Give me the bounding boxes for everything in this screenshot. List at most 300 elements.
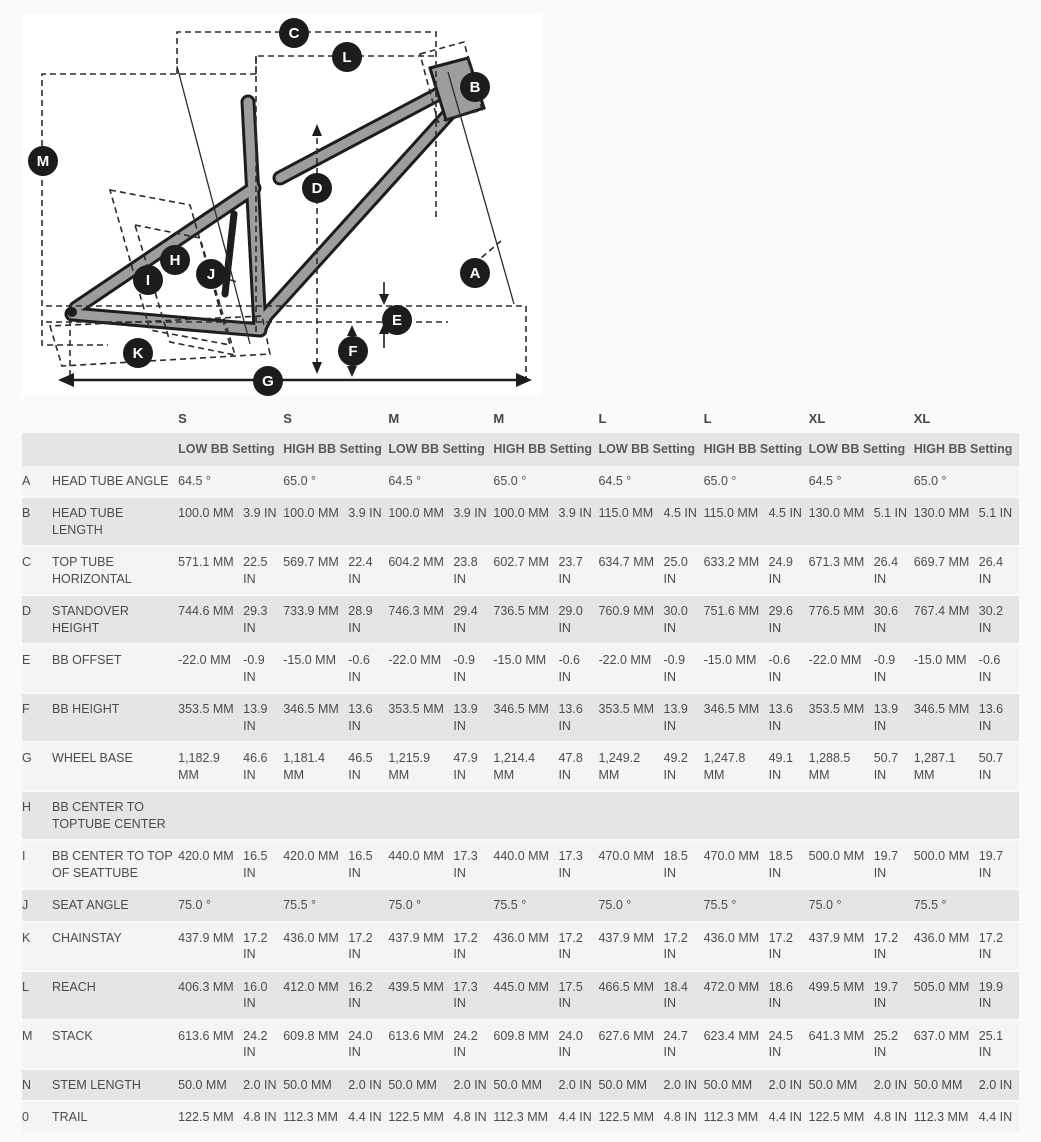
mm-value: 115.0 MM: [598, 506, 654, 521]
mm-value: 437.9 MM: [808, 930, 865, 945]
mm-value: 437.9 MM: [388, 930, 444, 945]
in-value: 2.0 IN: [243, 1077, 277, 1092]
mm-value: 445.0 MM: [493, 979, 549, 994]
badge-letter: K: [132, 345, 144, 363]
row-name: TRAIL: [52, 1110, 88, 1125]
in-value: -0.6 IN: [348, 653, 370, 684]
mm-value: -15.0 MM: [283, 653, 337, 668]
in-value: 2.0 IN: [348, 1077, 382, 1092]
mm-value: 671.3 MM: [808, 555, 865, 570]
in-value: 17.3 IN: [453, 849, 478, 880]
mm-value: 733.9 MM: [283, 604, 339, 619]
mm-value: -15.0 MM: [913, 653, 967, 668]
in-value: 23.8 IN: [453, 555, 478, 586]
in-value: 3.9 IN: [243, 506, 277, 521]
mm-value: 634.7 MM: [598, 555, 655, 570]
row-letter: G: [22, 751, 32, 766]
mm-value: 470.0 MM: [598, 849, 655, 864]
mm-value: 436.0 MM: [703, 930, 760, 945]
angle-value: 64.5 °: [598, 473, 632, 488]
mm-value: 100.0 MM: [388, 506, 444, 521]
in-value: 26.4 IN: [978, 555, 1004, 586]
row-letter: H: [22, 800, 32, 815]
mm-value: 440.0 MM: [388, 849, 444, 864]
angle-value: 75.0 °: [178, 898, 211, 913]
in-value: 18.5 IN: [663, 849, 688, 880]
in-value: 4.4 IN: [348, 1110, 382, 1125]
mm-value: 1,182.9 MM: [178, 751, 220, 782]
frame-diagram-panel: [22, 14, 542, 396]
in-value: 17.2 IN: [978, 930, 1004, 962]
empty-cell: [493, 791, 598, 840]
in-value: -0.6 IN: [558, 653, 580, 684]
table-row: [22, 1020, 1019, 1069]
corner-cell: [52, 402, 178, 433]
row-name: HEAD TUBE LENGTH: [52, 506, 124, 537]
empty-cell: [178, 791, 283, 840]
mm-value: 602.7 MM: [493, 555, 549, 570]
mm-value: -22.0 MM: [388, 653, 442, 668]
mm-value: 604.2 MM: [388, 555, 444, 570]
row-letter: L: [22, 979, 29, 994]
mm-value: 613.6 MM: [388, 1028, 444, 1043]
mm-value: 627.6 MM: [598, 1028, 655, 1043]
angle-value: 64.5 °: [808, 473, 842, 488]
in-value: 16.2 IN: [348, 979, 373, 1011]
in-value: 13.6 IN: [978, 702, 1004, 733]
angle-value: 65.0 °: [703, 473, 737, 488]
mm-value: 623.4 MM: [703, 1028, 760, 1043]
in-value: -0.6 IN: [768, 653, 791, 684]
in-value: 17.3 IN: [558, 849, 583, 880]
in-value: 19.7 IN: [873, 979, 899, 1011]
in-value: 13.6 IN: [558, 702, 583, 733]
in-value: 17.2 IN: [243, 930, 268, 962]
mm-value: 50.0 MM: [493, 1077, 543, 1092]
in-value: 26.4 IN: [873, 555, 899, 586]
in-value: 13.6 IN: [348, 702, 373, 733]
mm-value: 346.5 MM: [703, 702, 760, 717]
size-header: XL: [914, 402, 1019, 433]
table-row: [22, 742, 1019, 791]
in-value: 2.0 IN: [453, 1077, 487, 1092]
in-value: 19.9 IN: [978, 979, 1004, 1011]
in-value: 25.2 IN: [873, 1028, 899, 1060]
mm-value: 50.0 MM: [808, 1077, 858, 1092]
size-header: M: [388, 402, 493, 433]
mm-value: 1,288.5 MM: [808, 751, 851, 782]
angle-value: 65.0 °: [913, 473, 947, 488]
in-value: 19.7 IN: [873, 849, 899, 880]
mm-value: 500.0 MM: [808, 849, 865, 864]
mm-value: 609.8 MM: [283, 1028, 339, 1043]
angle-value: 75.5 °: [703, 898, 737, 913]
mm-value: 346.5 MM: [283, 702, 339, 717]
mm-value: 500.0 MM: [913, 849, 970, 864]
mm-value: 353.5 MM: [178, 702, 234, 717]
in-value: 13.9 IN: [663, 702, 688, 733]
geometry-table: [22, 402, 1019, 1135]
empty-cell: [283, 791, 388, 840]
mm-value: 1,247.8 MM: [703, 751, 746, 782]
mm-value: 499.5 MM: [808, 979, 865, 994]
setting-header: LOW BB Setting: [388, 433, 493, 466]
in-value: -0.9 IN: [453, 653, 475, 684]
mm-value: 100.0 MM: [493, 506, 549, 521]
in-value: 50.7 IN: [873, 751, 899, 782]
in-value: 24.0 IN: [348, 1028, 373, 1060]
table-row: [22, 595, 1019, 644]
mm-value: 130.0 MM: [808, 506, 865, 521]
in-value: 50.7 IN: [978, 751, 1004, 782]
in-value: 4.4 IN: [768, 1110, 802, 1125]
badge-letter: L: [342, 49, 352, 67]
badge-letter: A: [469, 265, 481, 283]
in-value: 4.8 IN: [663, 1110, 697, 1125]
mm-value: 100.0 MM: [178, 506, 234, 521]
in-value: 47.8 IN: [558, 751, 583, 782]
in-value: 22.5 IN: [243, 555, 268, 586]
in-value: -0.6 IN: [978, 653, 1001, 684]
mm-value: 637.0 MM: [913, 1028, 970, 1043]
mm-value: 613.6 MM: [178, 1028, 234, 1043]
row-letter: E: [22, 653, 31, 668]
in-value: 16.0 IN: [243, 979, 268, 1011]
in-value: 2.0 IN: [978, 1077, 1013, 1092]
mm-value: 1,215.9 MM: [388, 751, 431, 782]
table-row: [22, 971, 1019, 1020]
table-row: [22, 546, 1019, 595]
row-name: SEAT ANGLE: [52, 898, 129, 913]
mm-value: 472.0 MM: [703, 979, 760, 994]
angle-value: 65.0 °: [283, 473, 317, 488]
mm-value: 641.3 MM: [808, 1028, 865, 1043]
row-letter: I: [22, 849, 26, 864]
empty-cell: [914, 791, 1019, 840]
in-value: 17.2 IN: [558, 930, 583, 962]
in-value: 5.1 IN: [873, 506, 908, 521]
mm-value: 50.0 MM: [598, 1077, 648, 1092]
badge-letter: F: [348, 343, 358, 361]
in-value: 4.5 IN: [768, 506, 802, 521]
mm-value: 744.6 MM: [178, 604, 234, 619]
in-value: -0.9 IN: [663, 653, 686, 684]
table-row: [22, 1069, 1019, 1102]
table-row: [22, 889, 1019, 922]
mm-value: 112.3 MM: [493, 1110, 549, 1125]
mm-value: 122.5 MM: [388, 1110, 444, 1125]
mm-value: 1,214.4 MM: [493, 751, 536, 782]
mm-value: -22.0 MM: [178, 653, 231, 668]
size-header-row: [22, 402, 1019, 433]
row-name: CHAINSTAY: [52, 930, 122, 945]
in-value: 3.9 IN: [348, 506, 382, 521]
corner-cell: [22, 433, 52, 466]
in-value: 29.3 IN: [243, 604, 268, 635]
row-letter: M: [22, 1028, 33, 1043]
mm-value: 353.5 MM: [598, 702, 655, 717]
row-name: STANDOVER HEIGHT: [52, 604, 129, 635]
mm-value: 609.8 MM: [493, 1028, 549, 1043]
mm-value: 439.5 MM: [388, 979, 444, 994]
mm-value: 100.0 MM: [283, 506, 339, 521]
mm-value: 1,287.1 MM: [913, 751, 956, 782]
in-value: 24.2 IN: [243, 1028, 268, 1060]
in-value: 16.5 IN: [348, 849, 373, 880]
setting-header: LOW BB Setting: [598, 433, 703, 466]
table-row: [22, 644, 1019, 693]
mm-value: 470.0 MM: [703, 849, 760, 864]
row-letter: N: [22, 1077, 32, 1092]
in-value: 17.3 IN: [453, 979, 478, 1011]
geometry-page: [0, 14, 1041, 1135]
in-value: 19.7 IN: [978, 849, 1004, 880]
row-name: STACK: [52, 1028, 93, 1043]
mm-value: 130.0 MM: [913, 506, 970, 521]
mm-value: 760.9 MM: [598, 604, 655, 619]
row-letter: C: [22, 555, 32, 570]
in-value: 3.9 IN: [558, 506, 592, 521]
mm-value: 112.3 MM: [703, 1110, 759, 1125]
mm-value: 353.5 MM: [388, 702, 444, 717]
empty-cell: [809, 791, 914, 840]
setting-header: HIGH BB Setting: [283, 433, 388, 466]
mm-value: 767.4 MM: [913, 604, 970, 619]
row-name: REACH: [52, 979, 96, 994]
mm-value: 50.0 MM: [283, 1077, 332, 1092]
table-row: [22, 497, 1019, 546]
mm-value: 50.0 MM: [178, 1077, 227, 1092]
in-value: 4.8 IN: [453, 1110, 487, 1125]
in-value: 22.4 IN: [348, 555, 373, 586]
row-letter: A: [22, 473, 31, 488]
mm-value: 437.9 MM: [178, 930, 234, 945]
mm-value: 571.1 MM: [178, 555, 234, 570]
setting-header: HIGH BB Setting: [493, 433, 598, 466]
mm-value: 420.0 MM: [283, 849, 339, 864]
bike-frame-diagram: [22, 14, 542, 396]
mm-value: 436.0 MM: [913, 930, 970, 945]
badge-letter: D: [311, 180, 323, 198]
setting-header-row: [22, 433, 1019, 466]
in-value: 18.5 IN: [768, 849, 793, 880]
row-letter: 0: [22, 1110, 29, 1125]
in-value: 24.2 IN: [453, 1028, 478, 1060]
mm-value: 346.5 MM: [493, 702, 549, 717]
table-row: [22, 922, 1019, 971]
mm-value: 436.0 MM: [493, 930, 549, 945]
in-value: 24.9 IN: [768, 555, 793, 586]
in-value: 4.8 IN: [243, 1110, 277, 1125]
angle-value: 64.5 °: [178, 473, 211, 488]
mm-value: 406.3 MM: [178, 979, 234, 994]
mm-value: 569.7 MM: [283, 555, 339, 570]
badge-letter: G: [262, 373, 274, 391]
mm-value: 669.7 MM: [913, 555, 970, 570]
mm-value: 122.5 MM: [598, 1110, 655, 1125]
in-value: 24.0 IN: [558, 1028, 583, 1060]
setting-header: LOW BB Setting: [809, 433, 914, 466]
in-value: 17.2 IN: [873, 930, 899, 962]
mm-value: 420.0 MM: [178, 849, 234, 864]
in-value: 5.1 IN: [978, 506, 1013, 521]
setting-header: LOW BB Setting: [178, 433, 283, 466]
angle-value: 75.0 °: [388, 898, 422, 913]
mm-value: -15.0 MM: [703, 653, 757, 668]
in-value: 30.6 IN: [873, 604, 899, 635]
in-value: -0.9 IN: [243, 653, 265, 684]
row-letter: F: [22, 702, 30, 717]
table-row: [22, 466, 1019, 498]
in-value: 25.0 IN: [663, 555, 688, 586]
in-value: 24.5 IN: [768, 1028, 793, 1060]
mm-value: -22.0 MM: [808, 653, 862, 668]
mm-value: 736.5 MM: [493, 604, 549, 619]
in-value: 25.1 IN: [978, 1028, 1004, 1060]
in-value: 29.6 IN: [768, 604, 793, 635]
empty-cell: [598, 791, 703, 840]
in-value: 30.0 IN: [663, 604, 688, 635]
mm-value: 751.6 MM: [703, 604, 760, 619]
badge-letter: J: [206, 266, 216, 284]
in-value: 4.4 IN: [978, 1110, 1013, 1125]
mm-value: 50.0 MM: [388, 1077, 437, 1092]
in-value: 24.7 IN: [663, 1028, 688, 1060]
angle-value: 64.5 °: [388, 473, 422, 488]
mm-value: -22.0 MM: [598, 653, 652, 668]
table-row: [22, 693, 1019, 742]
mm-value: 112.3 MM: [913, 1110, 969, 1125]
mm-value: 412.0 MM: [283, 979, 339, 994]
setting-header: HIGH BB Setting: [704, 433, 809, 466]
in-value: 29.4 IN: [453, 604, 478, 635]
empty-cell: [388, 791, 493, 840]
row-letter: D: [22, 604, 32, 619]
angle-value: 65.0 °: [493, 473, 527, 488]
table-row: [22, 1101, 1019, 1134]
badge-letter: C: [288, 25, 300, 43]
in-value: 17.2 IN: [663, 930, 688, 962]
size-header: S: [178, 402, 283, 433]
row-name: STEM LENGTH: [52, 1077, 141, 1092]
mm-value: 115.0 MM: [703, 506, 759, 521]
mm-value: 346.5 MM: [913, 702, 970, 717]
mm-value: 776.5 MM: [808, 604, 865, 619]
in-value: 4.5 IN: [663, 506, 697, 521]
in-value: 49.2 IN: [663, 751, 688, 782]
row-name: WHEEL BASE: [52, 751, 133, 766]
angle-value: 75.5 °: [283, 898, 317, 913]
in-value: 13.6 IN: [768, 702, 793, 733]
mm-value: 1,249.2 MM: [598, 751, 641, 782]
in-value: 2.0 IN: [768, 1077, 802, 1092]
in-value: 29.0 IN: [558, 604, 583, 635]
mm-value: 50.0 MM: [703, 1077, 753, 1092]
size-header: XL: [809, 402, 914, 433]
size-header: S: [283, 402, 388, 433]
badge-letter: E: [391, 312, 403, 330]
in-value: 3.9 IN: [453, 506, 487, 521]
mm-value: -15.0 MM: [493, 653, 547, 668]
row-name: TOP TUBE HORIZONTAL: [52, 555, 132, 586]
in-value: 49.1 IN: [768, 751, 793, 782]
in-value: 18.6 IN: [768, 979, 793, 1011]
rear-dropout: [67, 307, 77, 317]
badge-letter: I: [145, 272, 151, 290]
row-letter: B: [22, 506, 31, 521]
badge-letter: M: [36, 153, 50, 171]
in-value: 23.7 IN: [558, 555, 583, 586]
in-value: 17.2 IN: [348, 930, 373, 962]
in-value: 17.2 IN: [768, 930, 793, 962]
row-letter: J: [22, 898, 29, 913]
badge-letter: B: [469, 79, 481, 97]
in-value: 2.0 IN: [663, 1077, 697, 1092]
in-value: 46.5 IN: [348, 751, 373, 782]
row-name: BB OFFSET: [52, 653, 122, 668]
in-value: 47.9 IN: [453, 751, 478, 782]
frame-outline: [72, 90, 456, 330]
size-header: L: [704, 402, 809, 433]
row-letter: K: [22, 930, 31, 945]
mm-value: 122.5 MM: [808, 1110, 865, 1125]
corner-cell: [52, 433, 178, 466]
mm-value: 633.2 MM: [703, 555, 760, 570]
in-value: 17.2 IN: [453, 930, 478, 962]
in-value: 28.9 IN: [348, 604, 373, 635]
angle-value: 75.5 °: [493, 898, 527, 913]
badge-letter: H: [169, 252, 181, 270]
angle-value: 75.5 °: [913, 898, 947, 913]
empty-cell: [704, 791, 809, 840]
mm-value: 466.5 MM: [598, 979, 655, 994]
mm-value: 112.3 MM: [283, 1110, 338, 1125]
in-value: 18.4 IN: [663, 979, 688, 1011]
mm-value: 353.5 MM: [808, 702, 865, 717]
size-header: L: [598, 402, 703, 433]
row-name: BB CENTER TO TOPTUBE CENTER: [52, 800, 166, 831]
mm-value: 122.5 MM: [178, 1110, 234, 1125]
in-value: 13.9 IN: [453, 702, 478, 733]
table-row: [22, 840, 1019, 889]
in-value: 16.5 IN: [243, 849, 268, 880]
table-row: [22, 791, 1019, 840]
in-value: 17.5 IN: [558, 979, 583, 1011]
in-value: 46.6 IN: [243, 751, 268, 782]
row-name: BB HEIGHT: [52, 702, 120, 717]
in-value: 13.9 IN: [243, 702, 268, 733]
mm-value: 50.0 MM: [913, 1077, 963, 1092]
in-value: 4.8 IN: [873, 1110, 908, 1125]
setting-header: HIGH BB Setting: [914, 433, 1019, 466]
mm-value: 437.9 MM: [598, 930, 655, 945]
mm-value: 436.0 MM: [283, 930, 339, 945]
in-value: -0.9 IN: [873, 653, 896, 684]
mm-value: 746.3 MM: [388, 604, 444, 619]
in-value: 13.9 IN: [873, 702, 899, 733]
in-value: 4.4 IN: [558, 1110, 592, 1125]
mm-value: 505.0 MM: [913, 979, 970, 994]
corner-cell: [22, 402, 52, 433]
size-header: M: [493, 402, 598, 433]
row-name: BB CENTER TO TOP OF SEATTUBE: [52, 849, 173, 880]
in-value: 2.0 IN: [558, 1077, 592, 1092]
in-value: 30.2 IN: [978, 604, 1004, 635]
in-value: 2.0 IN: [873, 1077, 908, 1092]
row-name: HEAD TUBE ANGLE: [52, 473, 169, 488]
mm-value: 1,181.4 MM: [283, 751, 325, 782]
angle-value: 75.0 °: [598, 898, 632, 913]
